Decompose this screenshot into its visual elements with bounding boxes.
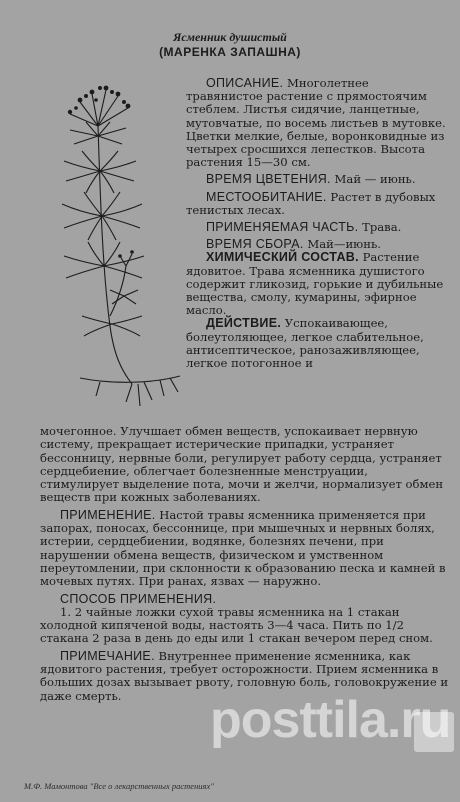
plant-subtitle: (МАРЕНКА ЗАПАШНА) <box>159 45 301 59</box>
use-heading: ПРИМЕНЕНИЕ. <box>60 507 156 522</box>
description-paragraph <box>186 77 448 169</box>
method-recipe: 1. 2 чайные ложки сухой травы ясменника на 1 стакан холодной кипяченой воды, настоять 3—4 часа. Пить по 1/2 стакана 2 раза в день до еды или 1 стакан вечером перед сном. <box>40 604 433 646</box>
habitat-heading: МЕСТООБИТАНИЕ. <box>206 189 327 204</box>
source-footer: М.Ф. Мамонтова "Все о лекарственных растениях" <box>24 781 214 791</box>
watermark-logo-icon <box>414 712 454 752</box>
habitat-text: Растет в дубовых тенистых лесах. <box>186 189 436 217</box>
use-text: Настой травы ясменника применяется при запорах, поносах, бессоннице, при мышечных и нервных болях, истерии, сердцебиении, водянке, болезнях печени, при нарушении обмена веществ, физическом и умственном переутомлении, при склонности к образованию песка и камней в мочевых путях. При ранах, язвах — наружно. <box>40 507 446 589</box>
bloom-paragraph <box>186 173 448 186</box>
description-text: Многолетнее травянистое растение с прямостоячим стеблем. Листья сидячие, ланцетные, мутовчатые, по восемь листьев в мутовке. Цветки мелкие, белые, воронковидные из четырех сросшихся лепестков. Высота растения 15—30 см. <box>186 76 446 170</box>
action-text-column: Успокаивающее, болеутоляющее, легкое слабительное, антисептическое, ранозаживляющее, легкое потогонное и <box>186 316 424 371</box>
plant-title: Ясменник душистый <box>173 30 287 44</box>
habitat-paragraph <box>186 191 448 217</box>
harvest-heading: ВРЕМЯ СБОРА. <box>206 237 304 252</box>
use-paragraph <box>40 509 450 589</box>
chem-paragraph <box>186 251 448 317</box>
note-heading: ПРИМЕЧАНИЕ. <box>60 648 155 663</box>
full-width-text <box>40 425 450 703</box>
harvest-text: Май—июнь. <box>307 237 381 252</box>
method-heading-line <box>40 593 450 606</box>
part-heading: ПРИМЕНЯЕМАЯ ЧАСТЬ. <box>206 220 359 235</box>
chem-heading: ХИМИЧЕСКИЙ СОСТАВ. <box>206 250 359 265</box>
right-column-text <box>186 77 448 370</box>
action-paragraph <box>186 317 448 370</box>
plant-illustration <box>40 66 190 416</box>
method-heading: СПОСОБ ПРИМЕНЕНИЯ. <box>60 591 217 606</box>
chem-text: Растение ядовитое. Трава ясменника душистого содержит гликозид, горькие и дубильные вещества, смолу, кумарины, эфирное масло. <box>186 250 444 318</box>
bloom-text: Май — июнь. <box>334 172 416 187</box>
watermark-text: posttila.ru <box>210 691 451 749</box>
part-paragraph <box>186 221 448 234</box>
action-continuation: мочегонное. Улучшает обмен веществ, успокаивает нервную систему, прекращает истерические припадки, устраняет бессонницу, нервные боли, регулирует работу сердца, устраняет сердцебиение, облегчает болезненные менструации, стимулирует выделение пота, мочи и желчи, нормализует обмен веществ при кожных заболеваниях. <box>40 424 444 505</box>
part-text: Трава. <box>362 220 402 235</box>
action-heading: ДЕЙСТВИЕ. <box>206 316 282 331</box>
note-text: Внутреннее применение ясменника, как ядовитого растения, требует осторожности. Прием ясменника в больших дозах вызывает рвоту, головную боль, головокружение и даже смерть. <box>40 648 449 703</box>
method-text <box>40 606 450 646</box>
description-heading: ОПИСАНИЕ. <box>206 76 284 90</box>
bloom-heading: ВРЕМЯ ЦВЕТЕНИЯ. <box>206 172 331 187</box>
